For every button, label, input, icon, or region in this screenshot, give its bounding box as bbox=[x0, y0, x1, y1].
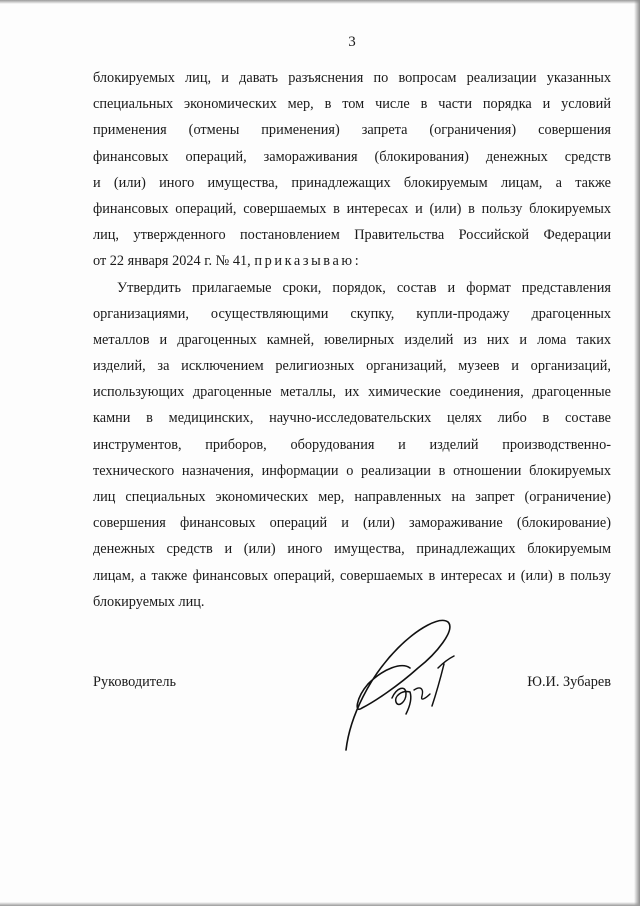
text-line: денежных средств и (или) иного имущества, принадлежащих блокируемым bbox=[93, 541, 611, 558]
document-body bbox=[93, 65, 611, 615]
text-line: лицам, а также финансовых операций, совершаемых в интересах и (или) в пользу bbox=[93, 567, 611, 584]
text-line: финансовых операций, совершаемых в интересах и (или) в пользу блокируемых bbox=[93, 200, 611, 217]
text-line: Утвердить прилагаемые сроки, порядок, состав и формат представления bbox=[117, 279, 611, 296]
text-line: применения (отмены применения) запрета (ограничения) совершения bbox=[93, 122, 611, 139]
text-line: инструментов, приборов, оборудования и изделий производственно- bbox=[93, 436, 611, 453]
handwritten-signature bbox=[340, 606, 470, 756]
text-line: финансовых операций, замораживания (блокирования) денежных средств bbox=[93, 148, 611, 165]
text-line: специальных экономических мер, в том числе в части порядка и условий bbox=[93, 96, 611, 113]
text-line: камни в медицинских, научно-исследовательских целях либо в составе bbox=[93, 410, 611, 427]
scan-edge-bottom bbox=[0, 902, 640, 906]
text-line: использующих драгоценные металлы, их химические соединения, драгоценные bbox=[93, 384, 611, 401]
text-line: организациями, осуществляющими скупку, купли-продажу драгоценных bbox=[93, 305, 611, 322]
signatory-title: Руководитель bbox=[93, 674, 177, 690]
text-line-last bbox=[93, 248, 611, 274]
order-date-text: от 22 января 2024 г. № 41, bbox=[93, 253, 255, 270]
text-line: изделий, за исключением религиозных организаций, музеев и организаций, bbox=[93, 358, 611, 375]
scan-edge-right bbox=[634, 0, 640, 906]
text-line: лиц специальных экономических мер, направленных на запрет (ограничение) bbox=[93, 489, 611, 505]
text-line: металлов и драгоценных камней, ювелирных изделий из них и лома таких bbox=[93, 331, 611, 348]
scan-edge-top bbox=[0, 0, 640, 4]
paragraph-1 bbox=[93, 65, 611, 275]
signatory-name: Ю.И. Зубарев bbox=[527, 674, 611, 690]
paragraph-2 bbox=[93, 275, 611, 615]
text-line: совершения финансовых операций и (или) замораживание (блокирование) bbox=[93, 515, 611, 532]
text-line: технического назначения, информации о реализации в отношении блокируемых bbox=[93, 462, 611, 479]
text-line: блокируемых лиц, и давать разъяснения по вопросам реализации указанных bbox=[93, 70, 611, 86]
text-line: и (или) иного имущества, принадлежащих блокируемым лицам, а также bbox=[93, 174, 611, 191]
text-line: лиц, утвержденного постановлением Правительства Российской Федерации bbox=[93, 227, 611, 244]
page-number: 3 bbox=[348, 34, 356, 50]
text-line-last: блокируемых лиц. bbox=[93, 593, 205, 610]
order-verb: приказываю: bbox=[254, 253, 362, 270]
